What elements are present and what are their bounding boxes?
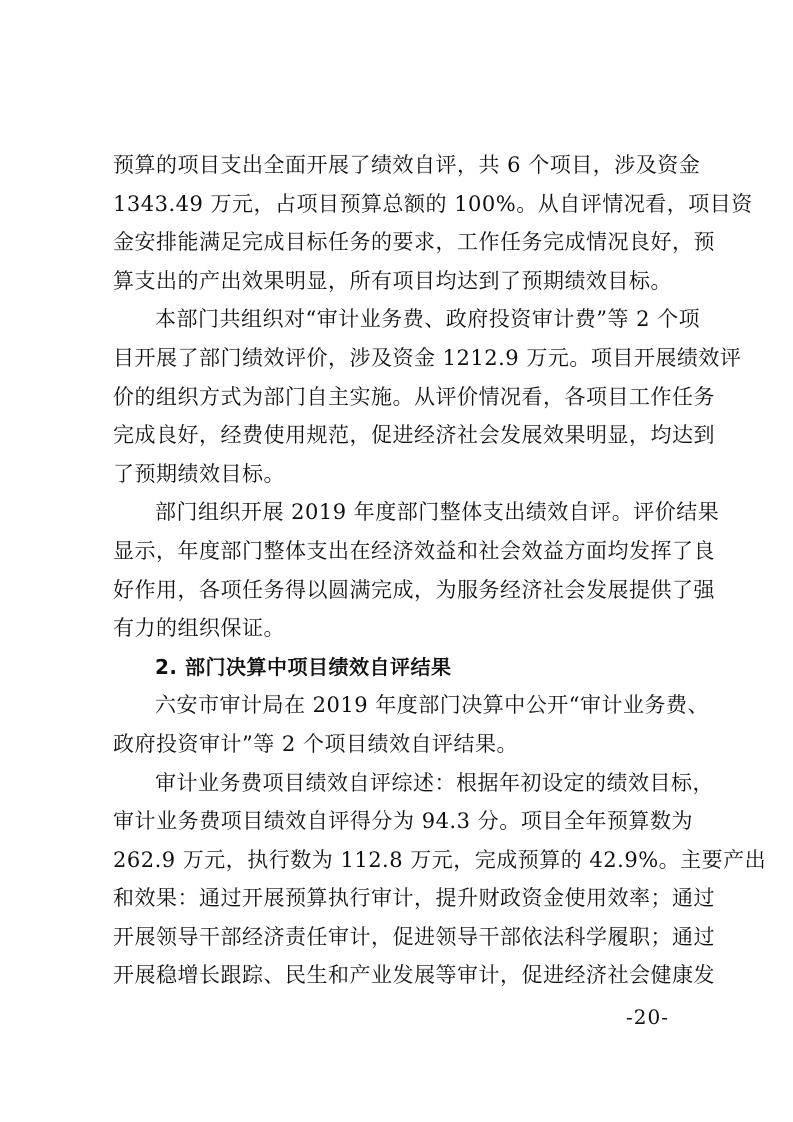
paragraph-start-line: 本部门共组织对“审计业务费、政府投资审计费”等 2 个项 — [155, 307, 701, 332]
paragraph-start-line: 审计业务费项目绩效自评综述：根据年初设定的绩效目标， — [155, 770, 714, 795]
text-line: 完成良好，经费使用规范，促进经济社会发展效果明显，均达到 — [113, 423, 715, 448]
text-line: 预算的项目支出全面开展了绩效自评，共 6 个项目，涉及资金 — [113, 153, 701, 177]
text-line: 开展稳增长跟踪、民生和产业发展等审计，促进经济社会健康发 — [113, 963, 715, 988]
document-body — [113, 146, 767, 995]
text-line: 显示，年度部门整体支出在经济效益和社会效益方面均发挥了良 — [113, 538, 715, 563]
text-line: 1343.49 万元，占项目预算总额的 100%。从自评情况看，项目资 — [113, 191, 753, 216]
text-line: 开展领导干部经济责任审计，促进领导干部依法科学履职；通过 — [113, 924, 715, 949]
text-line: 审计业务费项目绩效自评得分为 94.3 分。项目全年预算数为 — [113, 809, 693, 834]
page-number: -20- — [626, 1005, 669, 1029]
text-line: 有力的组织保证。 — [113, 616, 285, 641]
text-line: 和效果：通过开展预算执行审计，提升财政资金使用效率；通过 — [113, 886, 715, 911]
text-line: 目开展了部门绩效评价，涉及资金 1212.9 万元。项目开展绩效评 — [113, 345, 742, 370]
text-line: 好作用，各项任务得以圆满完成，为服务经济社会发展提供了强 — [113, 577, 715, 602]
paragraph-start-line: 部门组织开展 2019 年度部门整体支出绩效自评。评价结果 — [155, 500, 720, 525]
paragraph-start-line: 六安市审计局在 2019 年度部门决算中公开“审计业务费、 — [155, 693, 710, 718]
section-heading: 2. 部门决算中项目绩效自评结果 — [155, 654, 452, 679]
text-line: 政府投资审计”等 2 个项目绩效自评结果。 — [113, 731, 518, 756]
text-line: 262.9 万元，执行数为 112.8 万元，完成预算的 42.9%。主要产出 — [113, 847, 767, 872]
text-line: 算支出的产出效果明显，所有项目均达到了预期绩效目标。 — [113, 268, 672, 293]
text-line: 了预期绩效目标。 — [113, 461, 285, 486]
text-line: 金安排能满足完成目标任务的要求，工作任务完成情况良好，预 — [113, 230, 715, 255]
text-line: 价的组织方式为部门自主实施。从评价情况看，各项目工作任务 — [113, 384, 715, 409]
